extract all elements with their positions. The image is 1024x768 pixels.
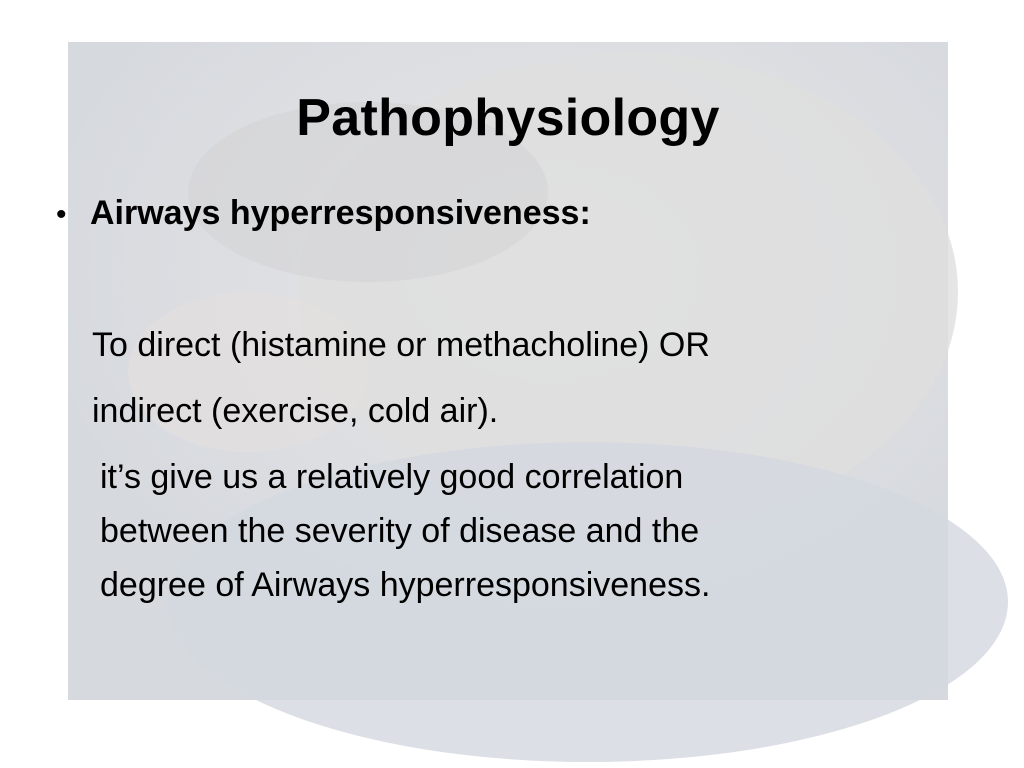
note-line: it’s give us a relatively good correlation [100, 458, 684, 496]
bullet-heading: Airways hyperresponsiveness: [90, 194, 591, 232]
bullet-dot-icon: • [56, 198, 67, 231]
slide-title: Pathophysiology [296, 89, 720, 147]
content-panel [56, 42, 948, 700]
note-paragraph [100, 450, 710, 612]
paragraph-line: indirect (exercise, cold air). [92, 392, 499, 430]
note-line: degree of Airways hyperresponsiveness. [100, 566, 711, 604]
note-line: between the severity of disease and the [100, 512, 700, 550]
bullet-item [56, 194, 591, 233]
paragraph-line: To direct (histamine or methacholine) OR [92, 326, 710, 364]
